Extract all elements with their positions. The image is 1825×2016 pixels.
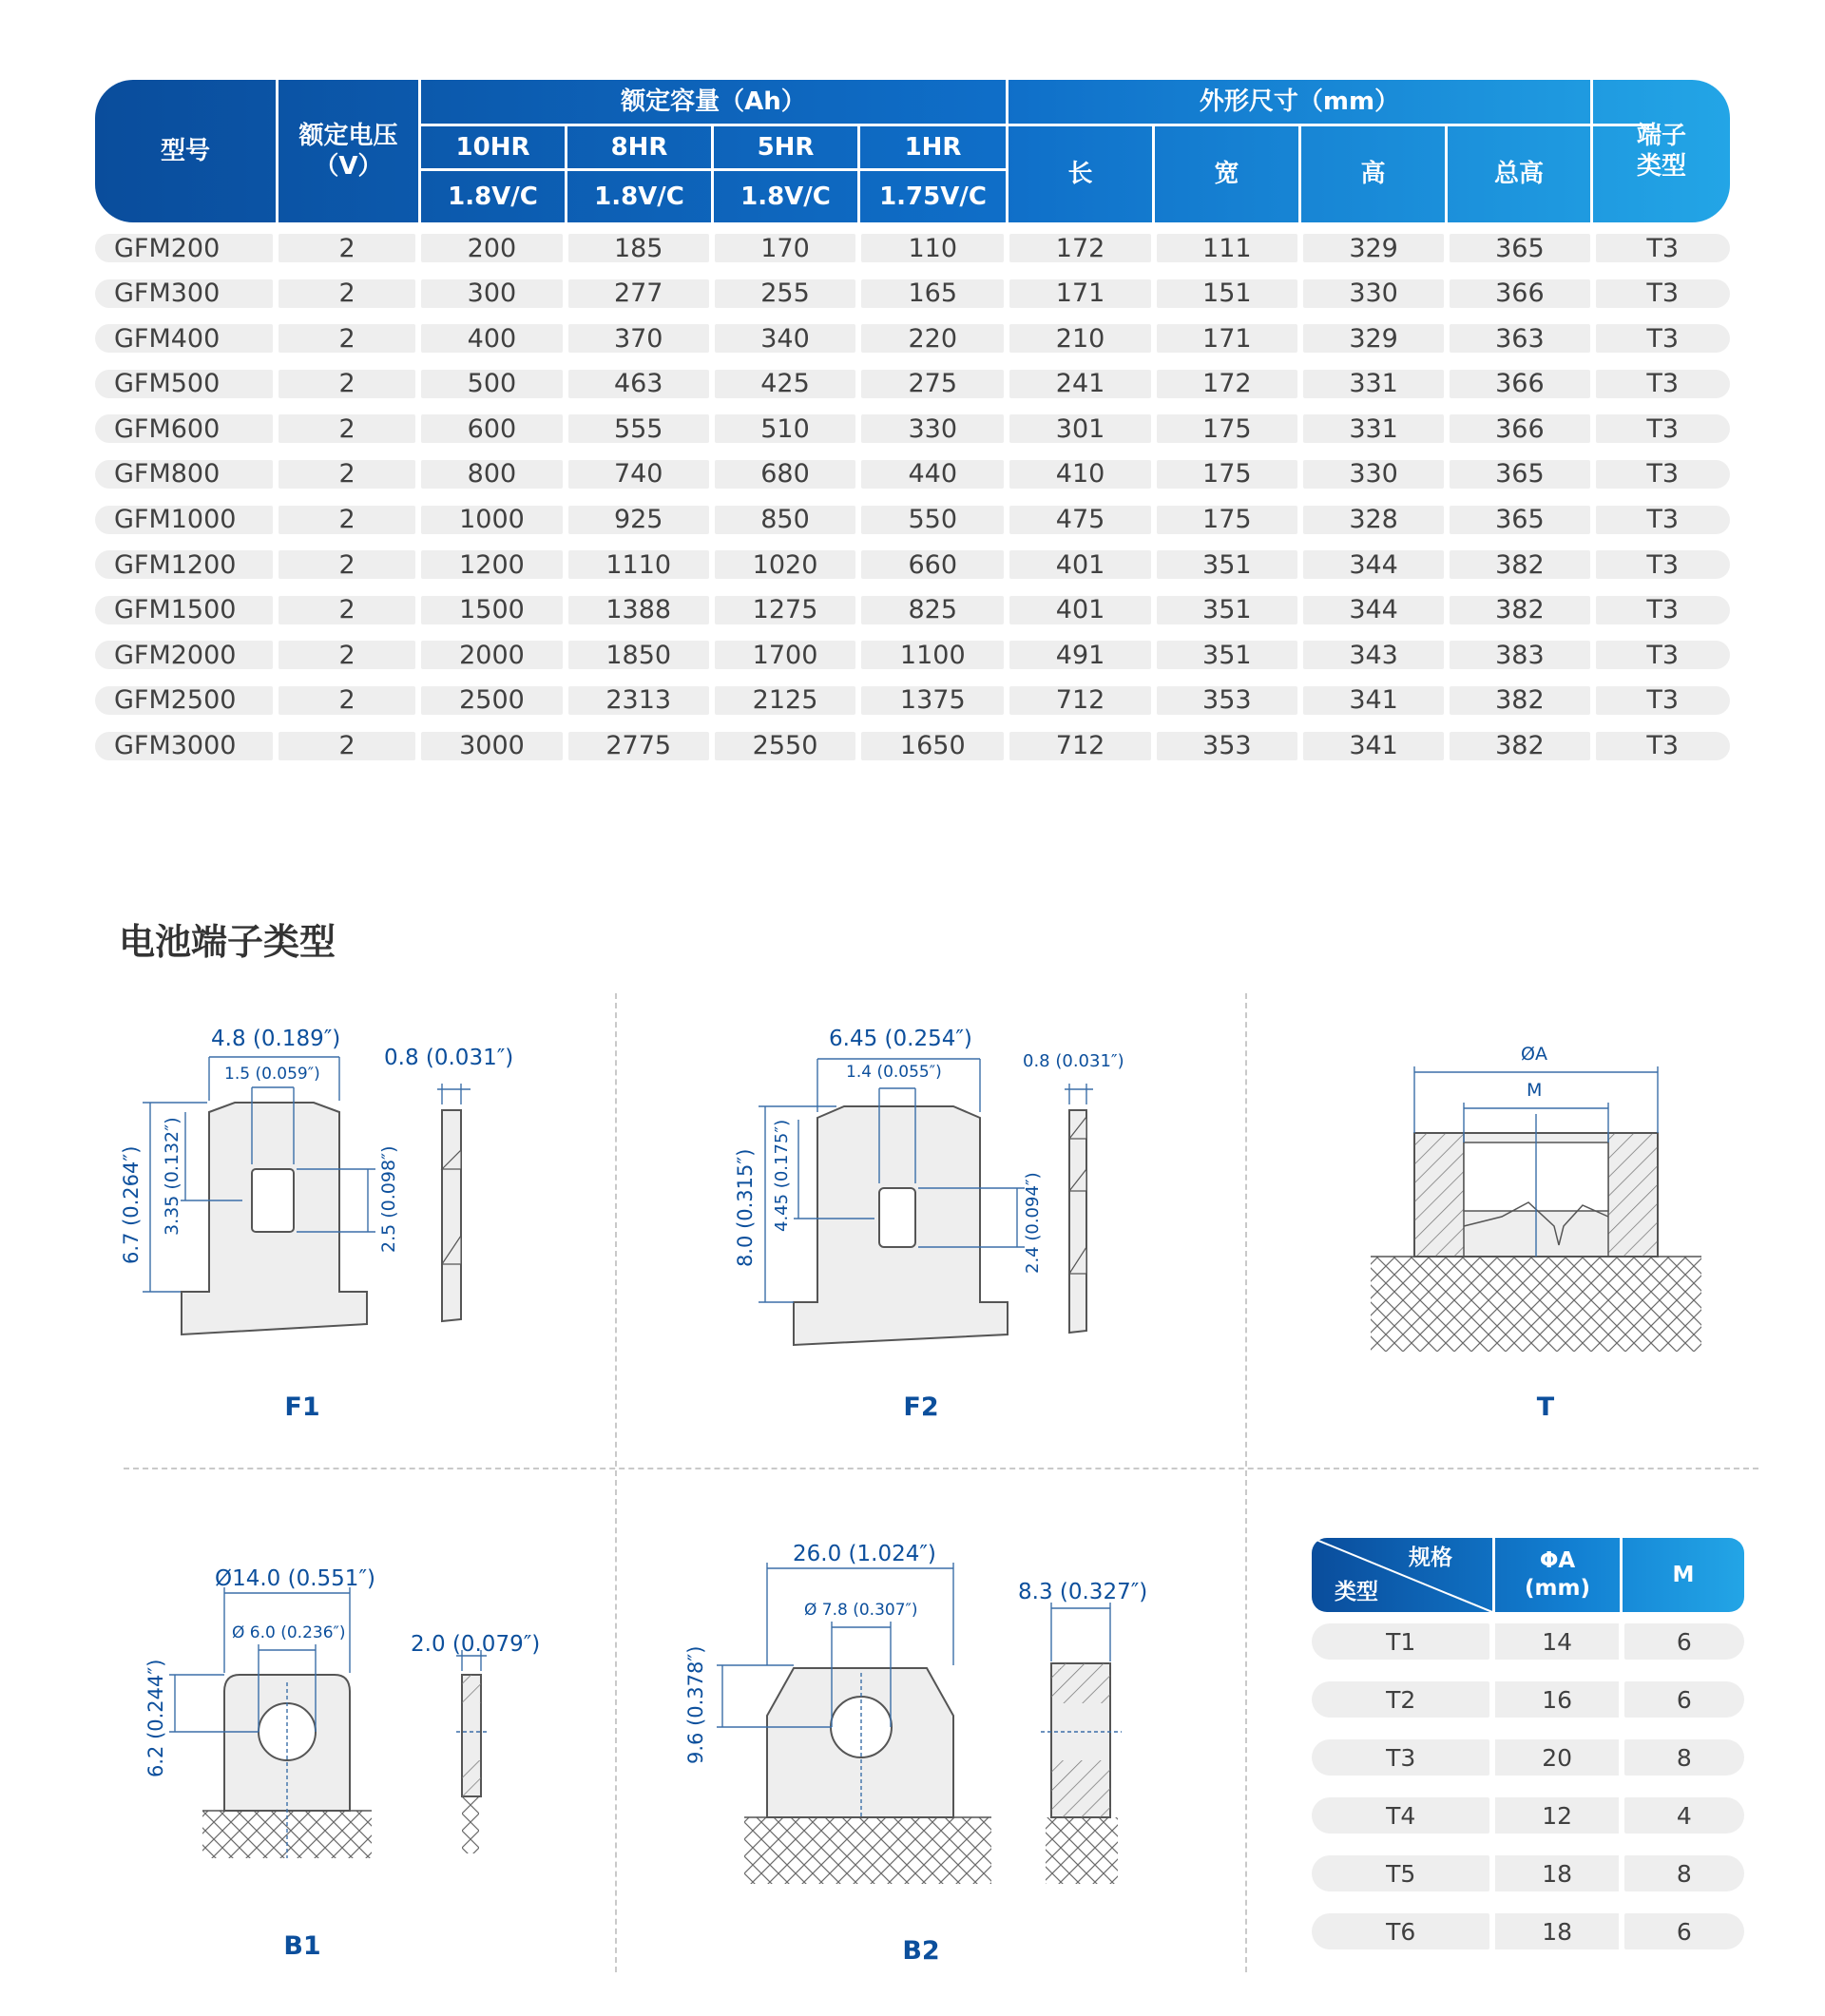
terminal-table-cell: T4 — [1312, 1797, 1489, 1834]
table-cell: 2 — [279, 641, 415, 669]
header-cutoff-8hr: 1.8V/C — [594, 182, 684, 211]
table-cell: 329 — [1303, 324, 1444, 353]
table-cell: 2500 — [421, 686, 562, 715]
b2-drawing — [717, 1563, 1122, 1884]
table-cell: 2000 — [421, 641, 562, 669]
terminal-table-header — [1312, 1538, 1744, 1612]
table-cell: 170 — [715, 234, 855, 262]
table-cell: T3 — [1596, 641, 1730, 669]
table-cell: 2 — [279, 732, 415, 760]
terminal-table-cell: 12 — [1495, 1797, 1618, 1834]
table-cell: T3 — [1596, 506, 1730, 534]
table-cell: GFM2000 — [95, 641, 273, 669]
terminal-table-row — [1312, 1623, 1744, 1660]
table-cell: 351 — [1157, 641, 1297, 669]
table-cell: T3 — [1596, 370, 1730, 398]
terminal-table-cell: 6 — [1624, 1681, 1744, 1718]
table-cell: 2 — [279, 686, 415, 715]
header-m: M — [1672, 1562, 1695, 1587]
header-rate-10hr: 10HR — [455, 132, 530, 162]
table-cell: 341 — [1303, 686, 1444, 715]
f1-label: F1 — [284, 1392, 320, 1422]
table-cell: 111 — [1157, 234, 1297, 262]
table-cell: 555 — [568, 414, 709, 443]
table-cell: GFM800 — [95, 460, 273, 489]
f2-hole-offset-dim: 4.45 (0.175″) — [772, 1119, 792, 1232]
b2-height-dim: 9.6 (0.378″) — [684, 1645, 707, 1764]
table-cell: 401 — [1009, 596, 1150, 624]
table-cell: T3 — [1596, 550, 1730, 579]
terminal-table-cell: 6 — [1624, 1623, 1744, 1660]
table-cell: 440 — [861, 460, 1004, 489]
b1-height-dim: 6.2 (0.244″) — [144, 1659, 167, 1777]
header-cutoff-10hr: 1.8V/C — [448, 182, 538, 211]
table-cell: 1275 — [715, 596, 855, 624]
table-cell: 600 — [421, 414, 562, 443]
table-cell: 712 — [1009, 686, 1150, 715]
table-cell: 331 — [1303, 370, 1444, 398]
table-cell: 343 — [1303, 641, 1444, 669]
t-label: T — [1536, 1392, 1555, 1422]
table-cell: 171 — [1009, 279, 1150, 308]
table-cell: GFM500 — [95, 370, 273, 398]
table-cell: 351 — [1157, 550, 1297, 579]
b2-hole-dim: Ø 7.8 (0.307″) — [804, 1601, 918, 1620]
terminal-table-cell: 18 — [1495, 1855, 1618, 1891]
table-cell: 2313 — [568, 686, 709, 715]
header-width: 宽 — [1214, 160, 1239, 189]
table-cell: GFM200 — [95, 234, 273, 262]
b2-label: B2 — [902, 1936, 940, 1966]
terminal-table-row — [1312, 1797, 1744, 1834]
table-cell: 382 — [1450, 596, 1589, 624]
b1-thickness-dim: 2.0 (0.079″) — [411, 1632, 541, 1657]
table-cell: 365 — [1450, 506, 1589, 534]
table-cell: 331 — [1303, 414, 1444, 443]
table-cell: 425 — [715, 370, 855, 398]
table-cell: 329 — [1303, 234, 1444, 262]
table-cell: 2125 — [715, 686, 855, 715]
table-cell: 353 — [1157, 732, 1297, 760]
header-rate-5hr: 5HR — [757, 132, 815, 162]
table-cell: GFM1500 — [95, 596, 273, 624]
table-cell: 1000 — [421, 506, 562, 534]
b1-width-dim: Ø14.0 (0.551″) — [215, 1566, 376, 1591]
f1-drawing — [143, 1057, 471, 1334]
table-cell: T3 — [1596, 596, 1730, 624]
table-cell: 2 — [279, 279, 415, 308]
header-dimension-group: 外形尺寸（mm） — [1199, 86, 1400, 116]
table-cell: 210 — [1009, 324, 1150, 353]
table-cell: 2 — [279, 234, 415, 262]
table-cell: 382 — [1450, 732, 1589, 760]
table-cell: 165 — [861, 279, 1004, 308]
header-length: 长 — [1067, 160, 1093, 189]
table-cell: 550 — [861, 506, 1004, 534]
table-cell: GFM2500 — [95, 686, 273, 715]
table-cell: 110 — [861, 234, 1004, 262]
section-title: 电池端子类型 — [119, 921, 336, 963]
f1-hole-width-dim: 1.5 (0.059″) — [224, 1065, 320, 1084]
table-cell: 275 — [861, 370, 1004, 398]
table-cell: 2 — [279, 460, 415, 489]
b1-hole-dim: Ø 6.0 (0.236″) — [232, 1623, 346, 1642]
table-cell: 510 — [715, 414, 855, 443]
table-cell: GFM300 — [95, 279, 273, 308]
f1-hole-height-dim: 2.5 (0.098″) — [378, 1145, 399, 1253]
table-cell: 2 — [279, 506, 415, 534]
table-cell: 277 — [568, 279, 709, 308]
table-cell: 353 — [1157, 686, 1297, 715]
terminal-table-cell: T3 — [1312, 1739, 1489, 1776]
table-cell: 800 — [421, 460, 562, 489]
table-cell: 1200 — [421, 550, 562, 579]
t-thread-dim: M — [1527, 1080, 1543, 1101]
table-cell: 382 — [1450, 550, 1589, 579]
table-cell: GFM1000 — [95, 506, 273, 534]
f1-hole-offset-dim: 3.35 (0.132″) — [162, 1117, 182, 1236]
table-cell: 2775 — [568, 732, 709, 760]
header-rate-8hr: 8HR — [610, 132, 668, 162]
terminal-table-cell: 20 — [1495, 1739, 1618, 1776]
table-cell: 365 — [1450, 234, 1589, 262]
table-cell: 3000 — [421, 732, 562, 760]
f2-thickness-dim: 0.8 (0.031″) — [1023, 1051, 1124, 1071]
b2-width-dim: 26.0 (1.024″) — [793, 1542, 936, 1566]
table-cell: 328 — [1303, 506, 1444, 534]
f2-hole-height-dim: 2.4 (0.094″) — [1023, 1172, 1043, 1274]
header-phi-a: ΦA (mm) — [1525, 1548, 1590, 1601]
table-cell: 680 — [715, 460, 855, 489]
f2-label: F2 — [903, 1392, 939, 1422]
table-cell: 366 — [1450, 279, 1589, 308]
f1-width-dim: 4.8 (0.189″) — [211, 1027, 341, 1051]
table-cell: 301 — [1009, 414, 1150, 443]
table-cell: 1110 — [568, 550, 709, 579]
table-cell: 712 — [1009, 732, 1150, 760]
table-cell: GFM400 — [95, 324, 273, 353]
table-cell: T3 — [1596, 414, 1730, 443]
terminal-table-row — [1312, 1855, 1744, 1891]
table-cell: 2 — [279, 596, 415, 624]
table-cell: T3 — [1596, 686, 1730, 715]
table-cell: GFM1200 — [95, 550, 273, 579]
f2-hole-width-dim: 1.4 (0.055″) — [846, 1063, 942, 1082]
table-cell: 463 — [568, 370, 709, 398]
t-outer-dim: ØA — [1521, 1044, 1547, 1065]
table-cell: 660 — [861, 550, 1004, 579]
table-cell: 363 — [1450, 324, 1589, 353]
terminal-table-cell: T1 — [1312, 1623, 1489, 1660]
b2-thickness-dim: 8.3 (0.327″) — [1018, 1580, 1148, 1604]
terminal-table-cell: 16 — [1495, 1681, 1618, 1718]
header-height: 高 — [1360, 160, 1386, 189]
table-cell: 300 — [421, 279, 562, 308]
table-cell: 366 — [1450, 370, 1589, 398]
table-cell: 185 — [568, 234, 709, 262]
table-cell: 2550 — [715, 732, 855, 760]
table-cell: 255 — [715, 279, 855, 308]
table-cell: 175 — [1157, 460, 1297, 489]
table-cell: 1500 — [421, 596, 562, 624]
terminal-table-row — [1312, 1913, 1744, 1949]
terminal-table-row — [1312, 1739, 1744, 1776]
f1-height-dim: 6.7 (0.264″) — [120, 1145, 143, 1264]
table-cell: 366 — [1450, 414, 1589, 443]
terminal-table-cell: 8 — [1624, 1855, 1744, 1891]
table-cell: 172 — [1157, 370, 1297, 398]
table-cell: 151 — [1157, 279, 1297, 308]
table-cell: 1375 — [861, 686, 1004, 715]
terminal-table-cell: 6 — [1624, 1913, 1744, 1949]
table-cell: 330 — [1303, 460, 1444, 489]
table-cell: 370 — [568, 324, 709, 353]
table-cell: 491 — [1009, 641, 1150, 669]
f2-width-dim: 6.45 (0.254″) — [829, 1027, 972, 1051]
table-cell: 175 — [1157, 506, 1297, 534]
table-cell: 171 — [1157, 324, 1297, 353]
table-cell: 1388 — [568, 596, 709, 624]
f2-drawing — [759, 1059, 1093, 1345]
table-cell: 2 — [279, 324, 415, 353]
table-cell: 172 — [1009, 234, 1150, 262]
f1-thickness-dim: 0.8 (0.031″) — [384, 1046, 514, 1070]
table-cell: 1700 — [715, 641, 855, 669]
terminal-table-cell: 4 — [1624, 1797, 1744, 1834]
header-cutoff-1hr: 1.75V/C — [879, 182, 987, 211]
table-cell: T3 — [1596, 732, 1730, 760]
header-spec: 规格 — [1409, 1545, 1452, 1570]
header-total-height: 总高 — [1493, 160, 1544, 189]
terminal-table-cell: 18 — [1495, 1913, 1618, 1949]
table-cell: 850 — [715, 506, 855, 534]
table-cell: 1100 — [861, 641, 1004, 669]
table-cell: 344 — [1303, 596, 1444, 624]
table-cell: 475 — [1009, 506, 1150, 534]
table-cell: 1850 — [568, 641, 709, 669]
table-cell: 401 — [1009, 550, 1150, 579]
table-cell: 382 — [1450, 686, 1589, 715]
header-model: 型号 — [160, 136, 210, 165]
header-terminal: 端子 类型 — [1636, 121, 1686, 181]
table-cell: 175 — [1157, 414, 1297, 443]
f2-height-dim: 8.0 (0.315″) — [734, 1148, 757, 1267]
table-cell: 925 — [568, 506, 709, 534]
table-cell: 2 — [279, 550, 415, 579]
table-cell: GFM600 — [95, 414, 273, 443]
table-cell: 1650 — [861, 732, 1004, 760]
table-cell: 410 — [1009, 460, 1150, 489]
header-voltage: 额定电压 （V） — [298, 121, 398, 181]
terminal-table-cell: T6 — [1312, 1913, 1489, 1949]
terminal-table-body — [1312, 1623, 1744, 1949]
terminal-table — [1312, 1538, 1744, 1949]
table-cell: 2 — [279, 414, 415, 443]
t-drawing — [1371, 1066, 1701, 1352]
table-cell: 330 — [861, 414, 1004, 443]
terminal-table-row — [1312, 1681, 1744, 1718]
b1-label: B1 — [283, 1931, 321, 1961]
table-cell: 351 — [1157, 596, 1297, 624]
table-cell: 1020 — [715, 550, 855, 579]
table-cell: 383 — [1450, 641, 1589, 669]
table-cell: GFM3000 — [95, 732, 273, 760]
terminal-table-cell: 14 — [1495, 1623, 1618, 1660]
table-cell: 500 — [421, 370, 562, 398]
table-cell: T3 — [1596, 324, 1730, 353]
header-rate-1hr: 1HR — [904, 132, 962, 162]
terminal-table-cell: 8 — [1624, 1739, 1744, 1776]
table-cell: 220 — [861, 324, 1004, 353]
table-cell: 330 — [1303, 279, 1444, 308]
table-cell: 365 — [1450, 460, 1589, 489]
table-cell: 340 — [715, 324, 855, 353]
table-cell: T3 — [1596, 234, 1730, 262]
table-cell: 200 — [421, 234, 562, 262]
terminal-table-cell: T2 — [1312, 1681, 1489, 1718]
table-cell: 341 — [1303, 732, 1444, 760]
table-cell: 2 — [279, 370, 415, 398]
table-cell: 344 — [1303, 550, 1444, 579]
table-cell: 241 — [1009, 370, 1150, 398]
header-capacity-group: 额定容量（Ah） — [621, 86, 806, 116]
header-type: 类型 — [1335, 1579, 1378, 1604]
table-cell: 740 — [568, 460, 709, 489]
table-cell: T3 — [1596, 279, 1730, 308]
terminal-table-cell: T5 — [1312, 1855, 1489, 1891]
header-cutoff-5hr: 1.8V/C — [740, 182, 831, 211]
table-cell: 400 — [421, 324, 562, 353]
table-cell: T3 — [1596, 460, 1730, 489]
table-cell: 825 — [861, 596, 1004, 624]
